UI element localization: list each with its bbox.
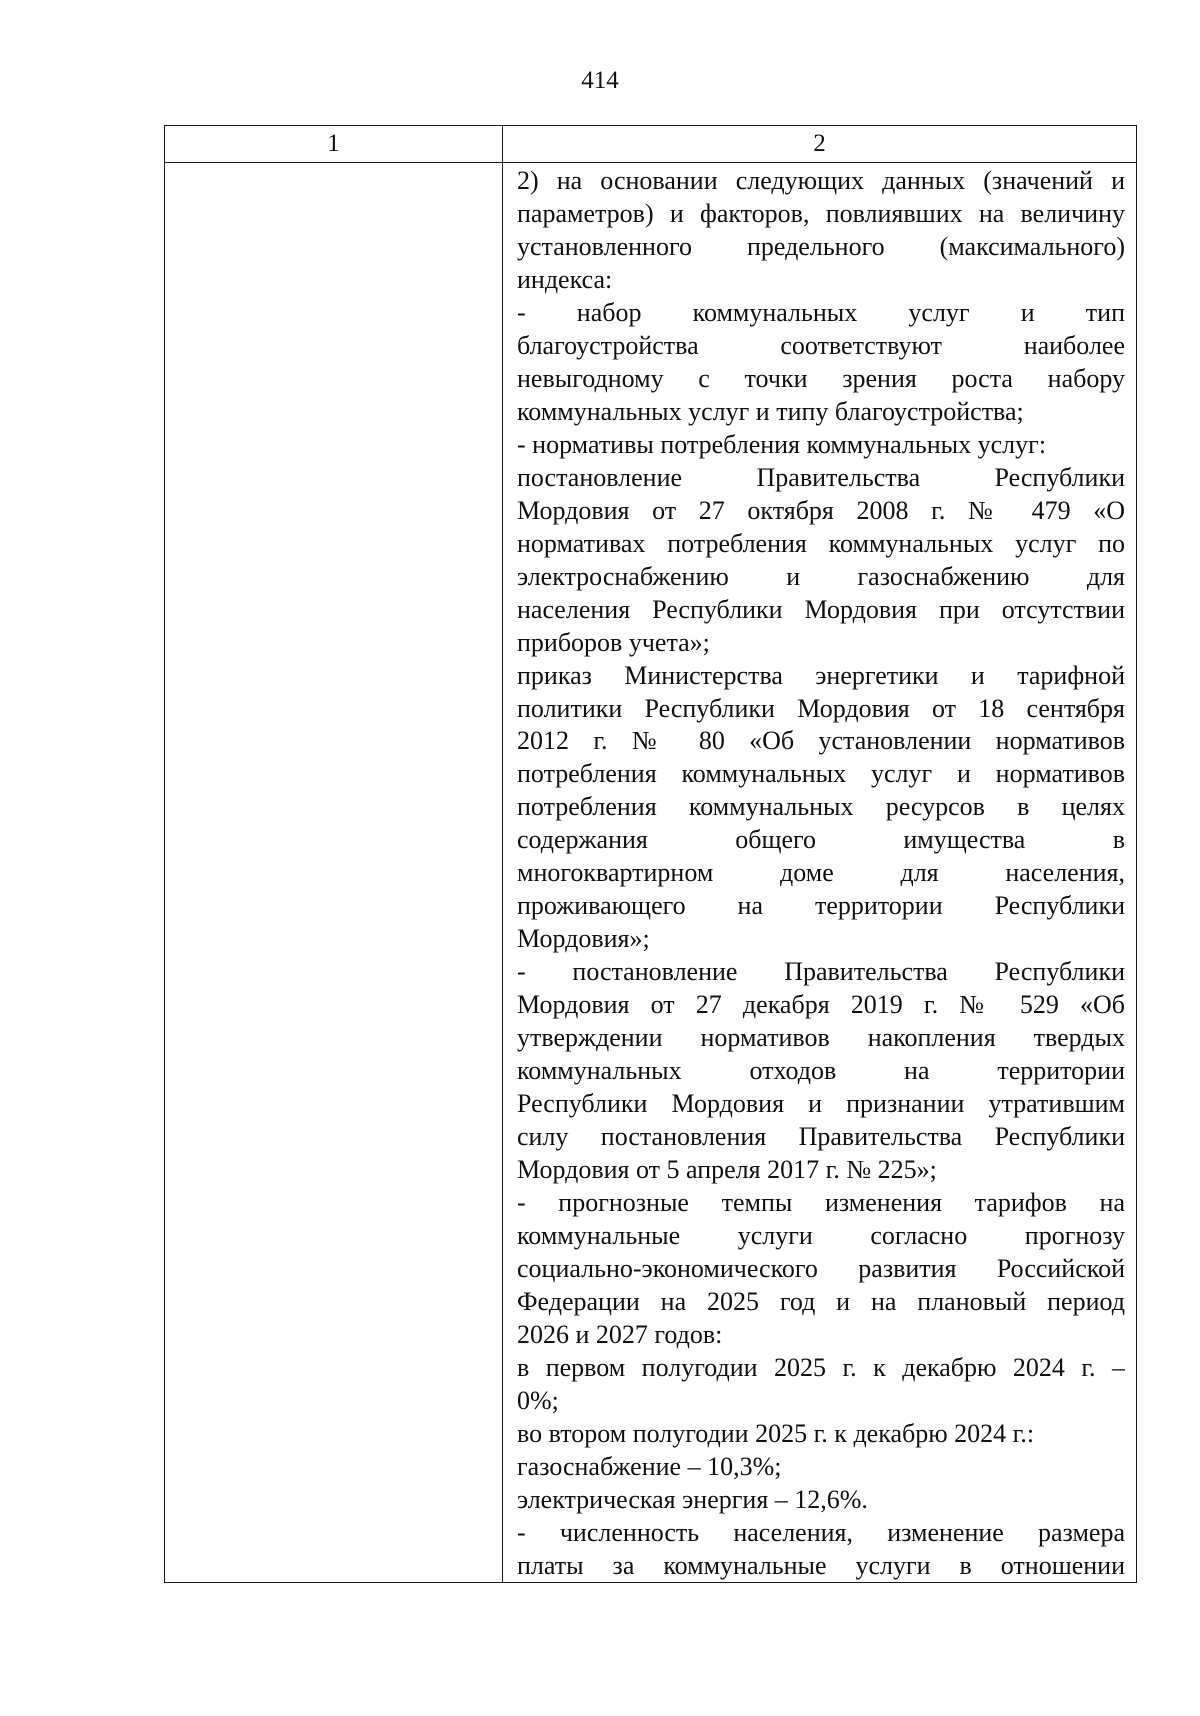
page-number: 414 — [581, 67, 619, 94]
column-2-cell — [517, 165, 1125, 1582]
text-line: коммунальных услуг и типу благоустройства; — [517, 396, 1024, 426]
text-line: - нормативы потребления коммунальных услуг: — [517, 429, 1047, 459]
text-line: газоснабжение – 10,3%; — [517, 1451, 782, 1481]
text-line: постановление Правительства Республики — [517, 462, 1125, 492]
column-1-cell — [165, 164, 502, 1582]
text-line: невыгодному с точки зрения роста набору — [517, 363, 1125, 393]
text-line: - постановление Правительства Республики — [517, 957, 1125, 987]
text-line: многоквартирном доме для населения, — [517, 858, 1125, 888]
text-line: населения Республики Мордовия при отсутствии — [517, 594, 1125, 624]
text-line: благоустройства соответствуют наиболее — [517, 330, 1125, 360]
table-header-row — [165, 126, 1136, 163]
text-line: политики Республики Мордовия от 18 сентября — [517, 693, 1125, 723]
text-line: приборов учета»; — [517, 627, 710, 657]
text-line: приказ Министерства энергетики и тарифной — [517, 660, 1125, 690]
text-line: нормативах потребления коммунальных услуг по — [517, 528, 1125, 558]
text-line: содержания общего имущества в — [517, 825, 1125, 855]
text-line: установленного предельного (максимального) — [517, 231, 1125, 261]
text-line: в первом полугодии 2025 г. к декабрю 2024 г. – — [517, 1352, 1125, 1382]
column-divider — [502, 126, 503, 1582]
text-line: индекса: — [517, 264, 613, 294]
text-line: Мордовия»; — [517, 924, 650, 954]
text-line: 2012 г. № 80 «Об установлении нормативов — [517, 726, 1125, 756]
text-line: коммунальных отходов на территории — [517, 1056, 1125, 1086]
text-line: - численность населения, изменение размера — [517, 1517, 1125, 1547]
text-line: параметров) и факторов, повлиявших на величину — [517, 198, 1125, 228]
text-line: электроснабжению и газоснабжению для — [517, 561, 1125, 591]
text-line: Мордовия от 27 декабря 2019 г. № 529 «Об — [517, 990, 1125, 1020]
text-line: 0%; — [517, 1385, 559, 1415]
text-line: платы за коммунальные услуги в отношении — [517, 1550, 1125, 1580]
text-line: электрическая энергия – 12,6%. — [517, 1484, 868, 1514]
text-line: силу постановления Правительства Республики — [517, 1122, 1125, 1152]
text-line: потребления коммунальных ресурсов в целях — [517, 792, 1125, 822]
text-line: - набор коммунальных услуг и тип — [517, 297, 1125, 327]
text-line: коммунальные услуги согласно прогнозу — [517, 1221, 1125, 1250]
column-1-header: 1 — [327, 130, 340, 157]
document-table — [164, 125, 1137, 1583]
text-line: 2026 и 2027 годов: — [517, 1319, 723, 1349]
text-line: потребления коммунальных услуг и нормативов — [517, 759, 1125, 789]
text-line: Республики Мордовия и признании утратившим — [517, 1089, 1125, 1119]
text-line: Мордовия от 27 октября 2008 г. № 479 «О — [517, 495, 1125, 525]
text-line: утверждении нормативов накопления твердых — [517, 1023, 1125, 1053]
text-line: 2) на основании следующих данных (значений и — [517, 166, 1125, 195]
text-line: во втором полугодии 2025 г. к декабрю 2024 г.: — [517, 1418, 1035, 1448]
text-line: Мордовия от 5 апреля 2017 г. № 225»; — [517, 1155, 937, 1185]
column-2-header: 2 — [813, 130, 826, 157]
text-line: социально-экономического развития Российской — [517, 1253, 1125, 1283]
text-line: проживающего на территории Республики — [517, 891, 1125, 921]
text-line: - прогнозные темпы изменения тарифов на — [517, 1188, 1125, 1218]
text-line: Федерации на 2025 год и на плановый период — [517, 1286, 1125, 1316]
